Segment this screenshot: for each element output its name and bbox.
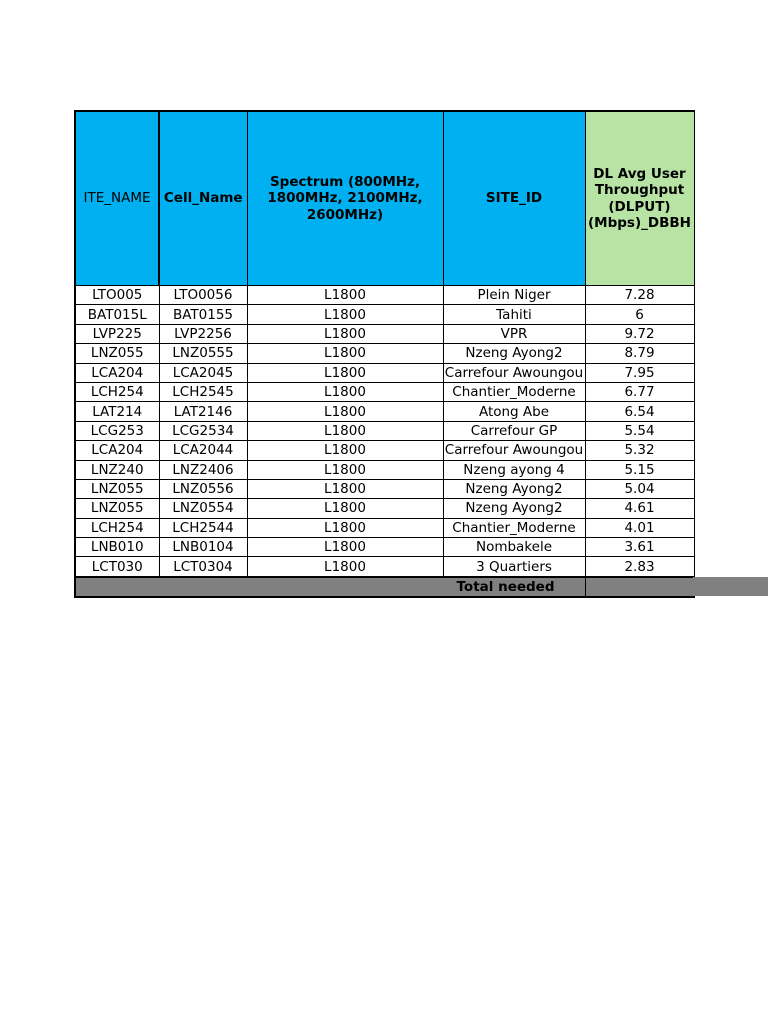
site-id-cell: Nzeng ayong 4 xyxy=(443,460,585,479)
site-name-cell: LCA204 xyxy=(75,363,159,382)
cell-name-cell: LCH2544 xyxy=(159,518,247,537)
site-id-cell: Carrefour Awoungou xyxy=(444,442,584,459)
table-row xyxy=(75,479,694,498)
header-dl-throughput: DL Avg User Throughput (DLPUT) (Mbps)_DBBH xyxy=(585,111,694,286)
site-name-cell: LVP225 xyxy=(75,324,159,343)
cell-name-cell: LNZ0554 xyxy=(159,499,247,518)
spectrum-cell: L1800 xyxy=(247,479,443,498)
site-name-cell: LNZ055 xyxy=(75,499,159,518)
cell-name-cell: LTO0056 xyxy=(159,286,247,305)
cell-name-cell: LCH2545 xyxy=(159,382,247,401)
spectrum-cell: L1800 xyxy=(247,324,443,343)
table-row xyxy=(75,518,694,537)
site-id-cell: Tahiti xyxy=(443,305,585,324)
header-cell-name: Cell_Name xyxy=(159,111,247,286)
cell-name-cell: LCA2045 xyxy=(159,363,247,382)
spectrum-cell: L1800 xyxy=(247,518,443,537)
dl-throughput-cell: 3.61 xyxy=(585,538,694,557)
dl-throughput-cell: 6.54 xyxy=(585,402,694,421)
dl-throughput-cell: 8.79 xyxy=(585,344,694,363)
spectrum-cell: L1800 xyxy=(247,441,443,460)
cell-name-cell: LNB0104 xyxy=(159,538,247,557)
table-row xyxy=(75,421,694,440)
site-name-cell: LCH254 xyxy=(75,518,159,537)
site-id-cell: Nzeng Ayong2 xyxy=(443,499,585,518)
cell-name-cell: LCT0304 xyxy=(159,557,247,577)
throughput-table xyxy=(74,110,695,598)
cell-name-cell: LCA2044 xyxy=(159,441,247,460)
header-site-id: SITE_ID xyxy=(443,111,585,286)
site-name-cell: LAT214 xyxy=(75,402,159,421)
dl-throughput-cell: 5.15 xyxy=(585,460,694,479)
dl-throughput-cell: 5.04 xyxy=(585,479,694,498)
spectrum-cell: L1800 xyxy=(247,557,443,577)
spectrum-cell: L1800 xyxy=(247,363,443,382)
spectrum-cell: L1800 xyxy=(247,286,443,305)
site-id-cell: Carrefour GP xyxy=(443,421,585,440)
site-name-cell: LTO005 xyxy=(75,286,159,305)
cell-name-cell: LCG2534 xyxy=(159,421,247,440)
dl-throughput-cell: 7.28 xyxy=(585,286,694,305)
dl-throughput-cell: 7.95 xyxy=(585,363,694,382)
table-row xyxy=(75,441,694,460)
site-name-cell: LNZ240 xyxy=(75,460,159,479)
spectrum-cell: L1800 xyxy=(247,305,443,324)
site-name-cell: LCG253 xyxy=(75,421,159,440)
dl-throughput-cell: 4.01 xyxy=(585,518,694,537)
spectrum-cell: L1800 xyxy=(247,421,443,440)
site-id-cell: Nzeng Ayong2 xyxy=(443,479,585,498)
site-name-cell: BAT015L xyxy=(75,305,159,324)
site-id-cell: Carrefour Awoungou xyxy=(444,364,584,381)
total-row xyxy=(75,577,694,597)
spectrum-cell: L1800 xyxy=(247,382,443,401)
table-body xyxy=(75,286,694,577)
site-name-cell: LNZ055 xyxy=(75,479,159,498)
cell-name-cell: BAT0155 xyxy=(159,305,247,324)
spectrum-cell: L1800 xyxy=(247,344,443,363)
dl-throughput-cell: 5.32 xyxy=(585,441,694,460)
table-row xyxy=(75,344,694,363)
site-name-cell: LCH254 xyxy=(75,382,159,401)
table-row xyxy=(75,382,694,401)
table-row xyxy=(75,286,694,305)
site-id-cell: Nombakele xyxy=(443,538,585,557)
total-needed-label: Total needed xyxy=(75,577,585,597)
dl-throughput-cell: 2.83 xyxy=(585,557,694,577)
header-site-name: ITE_NAME xyxy=(75,111,159,286)
table-row xyxy=(75,305,694,324)
cell-name-cell: LNZ0555 xyxy=(159,344,247,363)
site-id-cell: Nzeng Ayong2 xyxy=(443,344,585,363)
site-name-cell: LCT030 xyxy=(75,557,159,577)
table-row xyxy=(75,499,694,518)
table-row xyxy=(75,538,694,557)
dl-throughput-cell: 6 xyxy=(585,305,694,324)
site-id-cell: Chantier_Moderne xyxy=(443,382,585,401)
total-needed-value xyxy=(585,577,694,597)
site-id-cell: Chantier_Moderne xyxy=(443,518,585,537)
site-id-cell: 3 Quartiers xyxy=(443,557,585,577)
table-row xyxy=(75,460,694,479)
dl-throughput-cell: 9.72 xyxy=(585,324,694,343)
spectrum-cell: L1800 xyxy=(247,460,443,479)
table-row xyxy=(75,363,694,382)
dl-throughput-cell: 4.61 xyxy=(585,499,694,518)
site-id-cell: Plein Niger xyxy=(443,286,585,305)
table-row xyxy=(75,324,694,343)
cell-name-cell: LVP2256 xyxy=(159,324,247,343)
cell-name-cell: LNZ2406 xyxy=(159,460,247,479)
site-id-cell: VPR xyxy=(443,324,585,343)
site-name-cell: LNB010 xyxy=(75,538,159,557)
header-spectrum: Spectrum (800MHz, 1800MHz, 2100MHz, 2600MHz) xyxy=(247,111,443,286)
total-row-extension xyxy=(693,577,768,596)
table-row xyxy=(75,402,694,421)
table-row xyxy=(75,557,694,577)
header-row xyxy=(75,111,694,286)
cell-name-cell: LAT2146 xyxy=(159,402,247,421)
cell-name-cell: LNZ0556 xyxy=(159,479,247,498)
site-name-cell: LNZ055 xyxy=(75,344,159,363)
dl-throughput-cell: 6.77 xyxy=(585,382,694,401)
spectrum-cell: L1800 xyxy=(247,499,443,518)
site-name-cell: LCA204 xyxy=(75,441,159,460)
spectrum-cell: L1800 xyxy=(247,402,443,421)
spectrum-cell: L1800 xyxy=(247,538,443,557)
site-id-cell: Atong Abe xyxy=(443,402,585,421)
dl-throughput-cell: 5.54 xyxy=(585,421,694,440)
